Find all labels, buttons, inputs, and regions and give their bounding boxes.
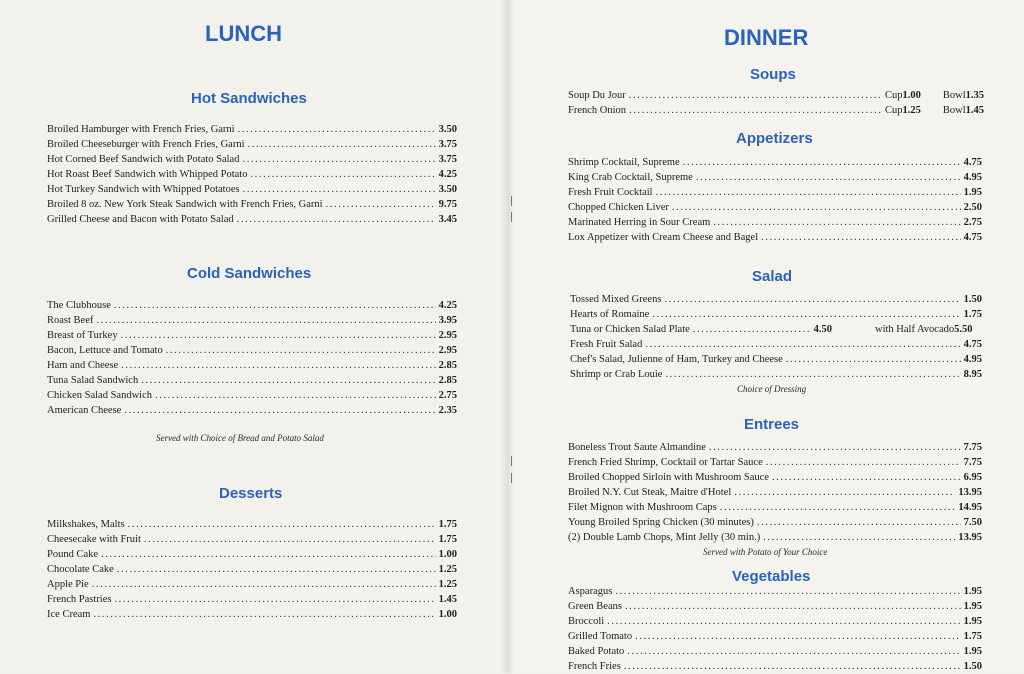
menu-item bbox=[568, 215, 982, 230]
menu-item-name: Hot Corned Beef Sandwich with Potato Salad bbox=[47, 154, 240, 165]
menu-item bbox=[568, 88, 984, 103]
menu-item bbox=[47, 137, 457, 152]
menu-item bbox=[47, 313, 457, 328]
salad-heading: Salad bbox=[752, 268, 793, 285]
dot-leader bbox=[250, 167, 435, 182]
dot-leader bbox=[166, 343, 436, 358]
menu-item bbox=[47, 532, 457, 547]
dot-leader bbox=[242, 152, 435, 167]
menu-item bbox=[47, 298, 457, 313]
menu-item-price: 1.50 bbox=[963, 661, 982, 672]
menu-item-price: 2.50 bbox=[963, 202, 982, 213]
menu-item bbox=[568, 485, 982, 500]
menu-item-name: Chicken Salad Sandwich bbox=[47, 390, 152, 401]
menu-item-price: 4.75 bbox=[963, 339, 982, 350]
appetizers-heading: Appetizers bbox=[736, 130, 813, 147]
menu-item-price: 1.25 bbox=[438, 579, 457, 590]
menu-item bbox=[568, 185, 982, 200]
menu-item bbox=[47, 358, 457, 373]
menu-item-price: 1.45 bbox=[438, 594, 457, 605]
dot-leader bbox=[763, 530, 955, 545]
menu-item bbox=[47, 403, 457, 418]
menu-item-name: Fresh Fruit Cocktail bbox=[568, 187, 653, 198]
menu-item-name: French Onion bbox=[568, 105, 627, 116]
dot-leader bbox=[625, 599, 961, 614]
dot-leader bbox=[248, 137, 436, 152]
menu-item-name: Milkshakes, Malts bbox=[47, 519, 125, 530]
menu-item-price: 1.95 bbox=[963, 586, 982, 597]
menu-item-price: 8.95 bbox=[963, 369, 982, 380]
menu-item bbox=[570, 307, 982, 322]
menu-item-price: 6.95 bbox=[963, 472, 982, 483]
dot-leader bbox=[656, 185, 961, 200]
menu-item bbox=[568, 470, 982, 485]
menu-item-name: Lox Appetizer with Cream Cheese and Bagel bbox=[568, 232, 759, 243]
dot-leader bbox=[645, 337, 960, 352]
dot-leader bbox=[144, 532, 436, 547]
menu-item-name: Pound Cake bbox=[47, 549, 99, 560]
dot-leader bbox=[761, 230, 961, 245]
dot-leader bbox=[607, 614, 960, 629]
menu-item-price: 2.35 bbox=[438, 405, 457, 416]
dot-leader bbox=[117, 562, 436, 577]
menu-item bbox=[568, 155, 982, 170]
menu-item-price: 1.75 bbox=[438, 534, 457, 545]
menu-item-price: 1.00 bbox=[438, 549, 457, 560]
menu-item bbox=[570, 367, 982, 382]
menu-item bbox=[568, 515, 982, 530]
dot-leader bbox=[326, 197, 436, 212]
menu-item-price: 13.95 bbox=[958, 532, 982, 543]
dot-leader bbox=[96, 313, 435, 328]
menu-item-price: 3.95 bbox=[438, 315, 457, 326]
menu-item-price: 3.50 bbox=[438, 184, 457, 195]
dot-leader bbox=[128, 517, 436, 532]
menu-item-price: 2.95 bbox=[438, 345, 457, 356]
menu-item-price: 1.50 bbox=[963, 294, 982, 305]
bowl-label: Bowl bbox=[942, 105, 966, 116]
menu-item-name: Filet Mignon with Mushroom Caps bbox=[568, 502, 717, 513]
bowl-price: 1.45 bbox=[965, 105, 984, 116]
cup-label: Cup bbox=[884, 105, 903, 116]
menu-item-price: 1.95 bbox=[963, 187, 982, 198]
menu-item-price: 13.95 bbox=[958, 487, 982, 498]
menu-item bbox=[47, 197, 457, 212]
menu-item-name: Grilled Cheese and Bacon with Potato Salad bbox=[47, 214, 234, 225]
menu-item-price: 4.25 bbox=[438, 169, 457, 180]
menu-item-price: 3.75 bbox=[438, 139, 457, 150]
dot-leader bbox=[237, 212, 436, 227]
menu-item-price: 1.25 bbox=[438, 564, 457, 575]
menu-item-name: Broiled Chopped Sirloin with Mushroom Sauce bbox=[568, 472, 769, 483]
menu-item-price: 4.50 bbox=[813, 324, 832, 335]
menu-item-name: Hearts of Romaine bbox=[570, 309, 650, 320]
dot-leader bbox=[693, 322, 811, 337]
menu-item-price: 1.95 bbox=[963, 616, 982, 627]
dot-leader bbox=[141, 373, 435, 388]
menu-item-name: Bacon, Lettuce and Tomato bbox=[47, 345, 163, 356]
dot-leader bbox=[124, 403, 435, 418]
menu-item-price: 4.75 bbox=[963, 232, 982, 243]
dot-leader bbox=[629, 103, 882, 118]
menu-item-extra bbox=[875, 322, 973, 337]
menu-item-name: Shrimp Cocktail, Supreme bbox=[568, 157, 680, 168]
menu-item-name: Chopped Chicken Liver bbox=[568, 202, 669, 213]
menu-item-price: 7.75 bbox=[963, 457, 982, 468]
menu-item-name: Soup Du Jour bbox=[568, 90, 626, 101]
menu-item bbox=[47, 343, 457, 358]
menu-item bbox=[568, 103, 984, 118]
cup-price: 1.25 bbox=[902, 105, 921, 116]
menu-item-price: 9.75 bbox=[438, 199, 457, 210]
menu-item-price: 2.75 bbox=[963, 217, 982, 228]
menu-item bbox=[568, 629, 982, 644]
menu-item bbox=[568, 200, 982, 215]
page-fold bbox=[500, 0, 514, 673]
lunch-title: LUNCH bbox=[205, 21, 282, 46]
menu-item-name: Chef's Salad, Julienne of Ham, Turkey and Cheese bbox=[570, 354, 783, 365]
menu-item-name: Broiled N.Y. Cut Steak, Maitre d'Hotel bbox=[568, 487, 732, 498]
menu-item-name: Asparagus bbox=[568, 586, 613, 597]
soups-heading: Soups bbox=[750, 66, 796, 83]
menu-item-name: The Clubhouse bbox=[47, 300, 111, 311]
menu-item-name: Broiled Cheeseburger with French Fries, Garni bbox=[47, 139, 245, 150]
menu-item-price: 1.95 bbox=[963, 646, 982, 657]
menu-item-name: King Crab Cocktail, Supreme bbox=[568, 172, 693, 183]
entrees-heading: Entrees bbox=[744, 416, 800, 433]
vegetables-heading: Vegetables bbox=[732, 568, 811, 585]
menu-item-price: 4.95 bbox=[963, 172, 982, 183]
menu-item bbox=[47, 577, 457, 592]
dot-leader bbox=[114, 592, 435, 607]
menu-item-price: 2.75 bbox=[438, 390, 457, 401]
fold-mark bbox=[511, 212, 512, 222]
menu-item-price: 1.75 bbox=[963, 309, 982, 320]
menu-item bbox=[568, 659, 982, 674]
menu-item-price: 4.95 bbox=[963, 354, 982, 365]
menu-item-name: Hot Roast Beef Sandwich with Whipped Potato bbox=[47, 169, 248, 180]
extra-price: 5.50 bbox=[954, 324, 973, 335]
menu-item bbox=[47, 517, 457, 532]
salad-note: Choice of Dressing bbox=[737, 384, 807, 394]
menu-item bbox=[47, 373, 457, 388]
menu-item bbox=[47, 562, 457, 577]
dot-leader bbox=[766, 455, 961, 470]
hot-sandwiches-heading: Hot Sandwiches bbox=[191, 90, 307, 107]
menu-item bbox=[570, 322, 832, 337]
dot-leader bbox=[627, 644, 960, 659]
menu-item-name: Chocolate Cake bbox=[47, 564, 114, 575]
dot-leader bbox=[696, 170, 961, 185]
dot-leader bbox=[114, 298, 436, 313]
menu-item-name: Broiled 8 oz. New York Steak Sandwich with French Fries, Garni bbox=[47, 199, 323, 210]
dot-leader bbox=[93, 607, 435, 622]
menu-item bbox=[568, 644, 982, 659]
dot-leader bbox=[720, 500, 956, 515]
menu-item-price: 7.75 bbox=[963, 442, 982, 453]
menu-item-name: Cheesecake with Fruit bbox=[47, 534, 141, 545]
menu-item-name: Broccoli bbox=[568, 616, 605, 627]
menu-item-price: 3.75 bbox=[438, 154, 457, 165]
menu-item-price: 1.95 bbox=[963, 601, 982, 612]
menu-item-name: French Fries bbox=[568, 661, 621, 672]
menu-item-name: Breast of Turkey bbox=[47, 330, 118, 341]
menu-item bbox=[568, 170, 982, 185]
menu-item-price: 14.95 bbox=[958, 502, 982, 513]
menu-item-name: Tuna or Chicken Salad Plate bbox=[570, 324, 690, 335]
fold-mark bbox=[511, 456, 512, 466]
dot-leader bbox=[709, 440, 961, 455]
cup-label: Cup bbox=[884, 90, 903, 101]
menu-item bbox=[47, 328, 457, 343]
dot-leader bbox=[786, 352, 961, 367]
menu-item bbox=[47, 152, 457, 167]
dot-leader bbox=[121, 328, 436, 343]
menu-item bbox=[570, 292, 982, 307]
menu-item bbox=[568, 584, 982, 599]
entrees-note: Served with Potato of Your Choice bbox=[703, 547, 828, 557]
menu-item bbox=[568, 500, 982, 515]
dot-leader bbox=[672, 200, 961, 215]
dot-leader bbox=[101, 547, 436, 562]
menu-item bbox=[47, 547, 457, 562]
menu-item bbox=[568, 614, 982, 629]
cold-sandwiches-heading: Cold Sandwiches bbox=[187, 265, 312, 282]
menu-item-name: Hot Turkey Sandwich with Whipped Potatoes bbox=[47, 184, 240, 195]
menu-item-name: Apple Pie bbox=[47, 579, 89, 590]
menu-item bbox=[47, 592, 457, 607]
menu-item bbox=[568, 440, 982, 455]
dot-leader bbox=[624, 659, 961, 674]
menu-item-name: Shrimp or Crab Louie bbox=[570, 369, 663, 380]
menu-item bbox=[47, 167, 457, 182]
menu-item-price: 2.85 bbox=[438, 360, 457, 371]
dot-leader bbox=[652, 307, 960, 322]
menu-item-name: Green Beans bbox=[568, 601, 622, 612]
dot-leader bbox=[615, 584, 960, 599]
dot-leader bbox=[665, 367, 960, 382]
cold-sandwiches-note: Served with Choice of Bread and Potato Salad bbox=[156, 433, 324, 443]
menu-item bbox=[570, 337, 982, 352]
bowl-label: Bowl bbox=[942, 90, 966, 101]
menu-item-name: Grilled Tomato bbox=[568, 631, 633, 642]
dot-leader bbox=[121, 358, 435, 373]
menu-item-price: 3.45 bbox=[438, 214, 457, 225]
menu-item-name: Tossed Mixed Greens bbox=[570, 294, 662, 305]
dot-leader bbox=[683, 155, 961, 170]
dot-leader bbox=[757, 515, 961, 530]
menu-item bbox=[570, 352, 982, 367]
menu-item bbox=[47, 212, 457, 227]
menu-item bbox=[568, 599, 982, 614]
dot-leader bbox=[238, 122, 436, 137]
menu-item bbox=[47, 122, 457, 137]
menu-item bbox=[47, 388, 457, 403]
menu-item bbox=[568, 455, 982, 470]
dot-leader bbox=[155, 388, 436, 403]
menu-item-name: American Cheese bbox=[47, 405, 122, 416]
menu-item bbox=[568, 230, 982, 245]
menu-item-name: (2) Double Lamb Chops, Mint Jelly (30 min.) bbox=[568, 532, 761, 543]
dot-leader bbox=[92, 577, 436, 592]
menu-item-price: 1.75 bbox=[963, 631, 982, 642]
menu-item-name: Ham and Cheese bbox=[47, 360, 119, 371]
dot-leader bbox=[772, 470, 961, 485]
menu-item bbox=[568, 530, 982, 545]
dot-leader bbox=[713, 215, 960, 230]
menu-item-price: 1.75 bbox=[438, 519, 457, 530]
fold-mark bbox=[511, 196, 512, 206]
menu-item-name: Ice Cream bbox=[47, 609, 91, 620]
menu-item-name: Baked Potato bbox=[568, 646, 625, 657]
menu-item-name: Young Broiled Spring Chicken (30 minutes) bbox=[568, 517, 754, 528]
dinner-title: DINNER bbox=[724, 25, 809, 50]
menu-item-price: 4.25 bbox=[438, 300, 457, 311]
menu-item-price: 4.75 bbox=[963, 157, 982, 168]
menu-item-name: Marinated Herring in Sour Cream bbox=[568, 217, 711, 228]
menu-item-price: 1.00 bbox=[438, 609, 457, 620]
dot-leader bbox=[664, 292, 960, 307]
dot-leader bbox=[243, 182, 436, 197]
menu-item-name: Tuna Salad Sandwich bbox=[47, 375, 139, 386]
menu-item-name: Boneless Trout Saute Almandine bbox=[568, 442, 706, 453]
menu-item-name: Roast Beef bbox=[47, 315, 94, 326]
desserts-heading: Desserts bbox=[219, 485, 283, 502]
menu-item-price: 2.85 bbox=[438, 375, 457, 386]
menu-item-price: 2.95 bbox=[438, 330, 457, 341]
cup-price: 1.00 bbox=[902, 90, 921, 101]
dot-leader bbox=[734, 485, 955, 500]
menu-item-price: 7.50 bbox=[963, 517, 982, 528]
menu-item-name: Fresh Fruit Salad bbox=[570, 339, 643, 350]
dot-leader bbox=[629, 88, 882, 103]
menu-item-name: French Pastries bbox=[47, 594, 112, 605]
menu-item-price: 3.50 bbox=[438, 124, 457, 135]
dot-leader bbox=[635, 629, 961, 644]
menu-item bbox=[47, 607, 457, 622]
fold-mark bbox=[511, 473, 512, 483]
menu-item-name: Broiled Hamburger with French Fries, Garni bbox=[47, 124, 235, 135]
extra-label: with Half Avocado bbox=[875, 324, 955, 335]
menu-item bbox=[47, 182, 457, 197]
menu-item-name: French Fried Shrimp, Cocktail or Tartar Sauce bbox=[568, 457, 763, 468]
bowl-price: 1.35 bbox=[965, 90, 984, 101]
